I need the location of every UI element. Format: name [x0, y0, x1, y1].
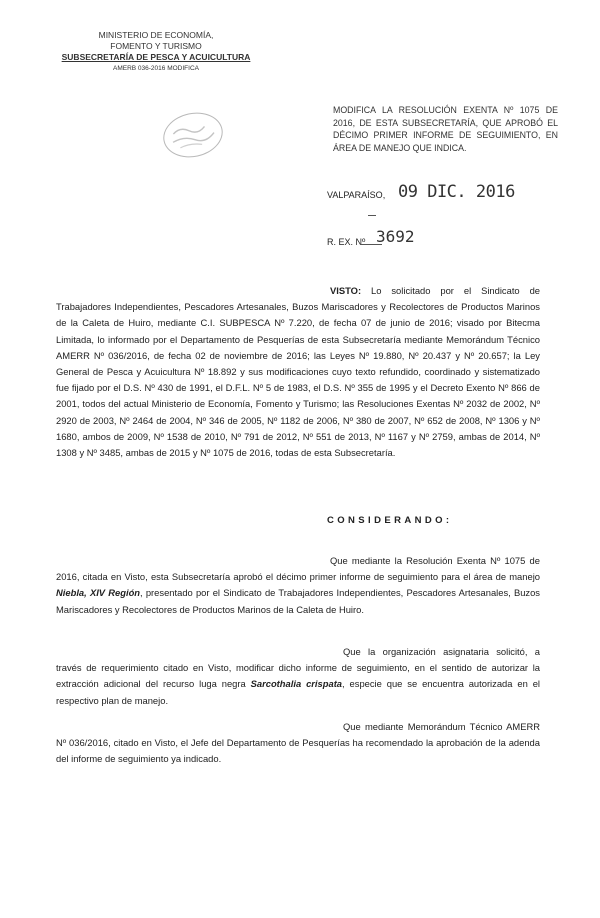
ministry-name-2: FOMENTO Y TURISMO — [110, 41, 202, 51]
considerando-heading: CONSIDERANDO: — [327, 515, 453, 526]
considerando-paragraph-3: Que mediante Memorándum Técnico AMERR Nº 036/2016, citado en Visto, el Jefe del Departamento de Pesquerías ha recomendado la aprobación de la adenda del informe de seguimiento ya indicado. — [56, 721, 540, 765]
resolution-number: 3692 — [376, 227, 415, 246]
rex-label: R. EX. Nº — [327, 237, 366, 247]
visto-paragraph — [56, 283, 540, 461]
c2-text-start: Que la organización asignataria solicitó, a través de requerimiento citado en Visto, modificar dicho informe de seguimiento, en el sentido de autorizar la extracción adicional del recurso luga negra — [56, 646, 540, 690]
divider — [368, 215, 376, 217]
stamp-scribble-icon — [160, 108, 225, 161]
considerando-paragraph-2 — [56, 644, 540, 709]
considerando-paragraph-1 — [56, 553, 540, 618]
c2-species-name: Sarcothalia crispata — [250, 678, 343, 690]
place-label: VALPARAÍSO, — [327, 190, 386, 200]
subsecretaria-name: SUBSECRETARÍA DE PESCA Y ACUICULTURA — [61, 52, 251, 62]
c1-text-start: Que mediante la Resolución Exenta Nº 1075 de 2016, citada en Visto, esta Subsecretaría aprobó el décimo primer informe de seguimiento para el área de manejo — [56, 555, 540, 583]
ministry-name: MINISTERIO DE ECONOMÍA, — [98, 30, 214, 40]
c2-text-end: , especie que se encuentra autorizada en el respectivo plan de manejo. — [56, 678, 540, 706]
resolution-subject: MODIFICA LA RESOLUCIÓN EXENTA Nº 1075 DE 2016, DE ESTA SUBSECRETARÍA, QUE APROBÓ EL DÉCIMO PRIMER INFORME DE SEGUIMIENTO, EN ÁREA DE MANEJO QUE INDICA. — [333, 105, 558, 153]
visto-text: Lo solicitado por el Sindicato de Trabajadores Independientes, Pescadores Artesanales, Buzos Mariscadores y Recolectores de Productos Marinos de la Caleta de Huiro, mediante C.I. SUBPESCA Nº 7.220, de fecha 07 de junio de 2016; visado por Bitecma Limitada, lo informado por el Departamento de Pesquerías de esta Subsecretaría mediante Memorándum Técnico AMERR Nº 036/2016, de fecha 02 de noviembre de 2016; las Leyes Nº 19.880, Nº 20.437 y Nº 20.657; la Ley General de Pesca y Acuicultura Nº 18.892 y sus modificaciones cuyo texto refundido, coordinado y sistematizado fue fijado por el D.S. Nº 430 de 1991, el D.F.L. Nº 5 de 1983, el D.S. Nº 355 de 1995 y el Decreto Exento Nº 866 de 2001, todos del actual Ministerio de Economía, Fomento y Turismo; las Resoluciones Exentas Nº 2032 de 2002, Nº 2920 de 2003, Nº 2464 de 2004, Nº 346 de 2005, Nº 1182 de 2006, Nº 380 de 2007, Nº 652 de 2008, Nº 1306 y Nº 1680, ambos de 2009, Nº 1538 de 2010, Nº 791 de 2012, Nº 551 de 2013, Nº 1167 y Nº 2759, ambas de 2014, Nº 1308 y Nº 3485, ambas de 2015 y Nº 1075 de 2016, todas de esta Subsecretaría. — [56, 285, 540, 459]
ministry-header — [56, 30, 256, 74]
c1-text-end: , presentado por el Sindicato de Trabajadores Independientes, Pescadores Artesanales, Buzos Mariscadores y Recolectores de Productos Marinos de la Caleta de Huiro. — [56, 587, 540, 615]
c1-area-name: Niebla, XIV Región — [56, 587, 141, 599]
document-code: AMERB 036-2016 MODIFICA — [113, 65, 199, 72]
visto-label: VISTO: — [330, 285, 362, 296]
official-stamp — [159, 107, 227, 163]
date-stamp: 09 DIC. 2016 — [398, 182, 515, 202]
